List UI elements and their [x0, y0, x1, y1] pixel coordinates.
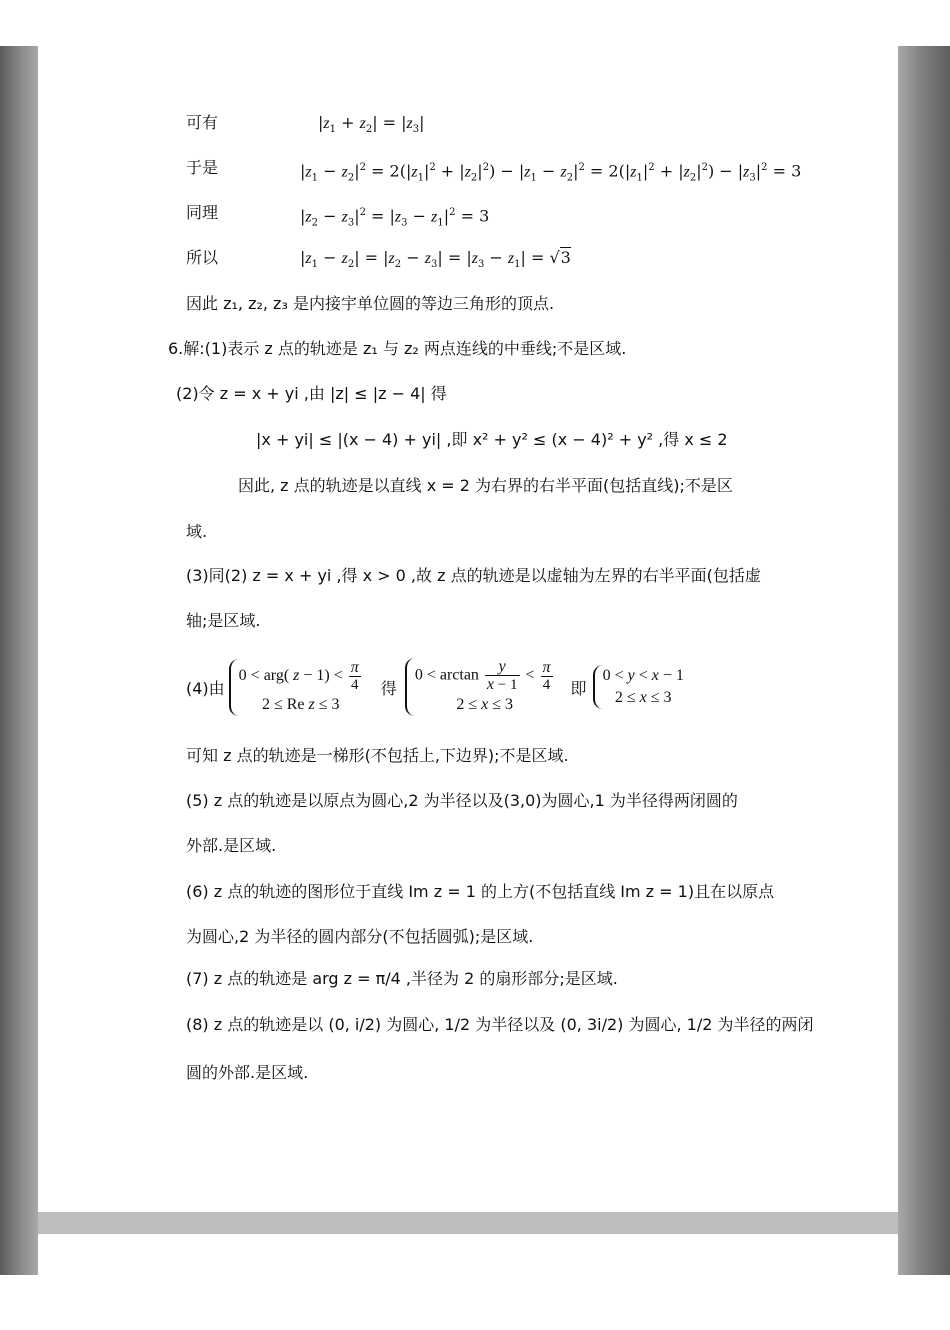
system-1-top: 0 < arg( z − 1) < $\frac{\pi}{4}$ — [238, 658, 359, 693]
problem-6-part-3-end: 轴;是区域. — [186, 611, 261, 630]
problem-6-part-5-end: 外部.是区域. — [186, 836, 277, 855]
frame-top — [0, 0, 950, 46]
problem-6-part-1: 6.解:(1)表示 z 点的轨迹是 z₁ 与 z₂ 两点连线的中垂线;不是区域. — [168, 339, 627, 358]
system-2-top: 0 < arctan $\frac{y}{x - 1}$ < $\frac{\pi}{4}$ — [414, 658, 551, 693]
problem-6-part-8-end: 圆的外部.是区域. — [186, 1063, 309, 1082]
equation-tongli: $|z_2 - z_3|^2 = |z_3 - z_1|^2 = 3$ — [300, 206, 490, 229]
next-document-page — [38, 1234, 898, 1275]
label-yushi: 于是 — [186, 158, 219, 177]
problem-6-part-2-intro: (2)令 z = x + yi ,由 |z| ≤ |z − 4| 得 — [176, 384, 447, 403]
problem-6-part-4-systems — [186, 656, 690, 718]
system-3-bottom: 2 ≤ x ≤ 3 — [614, 689, 672, 706]
de-label: 得 — [380, 678, 397, 698]
problem-6-part-3: (3)同(2) z = x + yi ,得 x > 0 ,故 z 点的轨迹是以虚轴为左界的右半平面(包括虚 — [186, 566, 761, 585]
problem-6-part-2-inequality: |x + yi| ≤ |(x − 4) + yi| ,即 x² + y² ≤ (x − 4)² + y² ,得 x ≤ 2 — [256, 430, 728, 449]
equation-suoyi: $|z_1 - z_2| = |z_2 - z_3| = |z_3 - z_1| = √3$ — [300, 248, 571, 271]
label-suoyi: 所以 — [186, 248, 219, 267]
viewer-right-border — [898, 46, 950, 1275]
label-keyou: 可有 — [186, 113, 219, 132]
system-2 — [405, 658, 561, 716]
conclusion-5: 因此 z₁, z₂, z₃ 是内接宇单位圆的等边三角形的顶点. — [186, 294, 555, 313]
system-2-bottom: 2 ≤ x ≤ 3 — [456, 696, 514, 713]
part-4-label: (4)由 — [186, 678, 225, 698]
problem-6-part-2-conclusion: 因此, z 点的轨迹是以直线 x = 2 为右界的右半平面(包括直线);不是区 — [238, 476, 733, 495]
system-1 — [229, 659, 369, 716]
problem-6-part-6: (6) z 点的轨迹的图形位于直线 Im z = 1 的上方(不包括直线 Im z = 1)且在以原点 — [186, 882, 775, 901]
page-separator — [38, 1212, 898, 1234]
eq-keyou-text — [0, 0, 1, 1]
problem-6-part-8: (8) z 点的轨迹是以 (0, i/2) 为圆心, 1/2 为半径以及 (0, 3i/2) 为圆心, 1/2 为半径的两闭 — [186, 1015, 814, 1034]
system-1-bottom: 2 ≤ Re z ≤ 3 — [261, 695, 340, 713]
viewer-left-border — [0, 46, 38, 1275]
problem-6-part-7: (7) z 点的轨迹是 arg z = π/4 ,半径为 2 的扇形部分;是区域. — [186, 969, 618, 988]
equation-yushi: $|z_1 - z_2|^2 = 2(|z_1|^2 + |z_2|^2) - |z_1 - z_2|^2 = 2(|z_1|^2 + |z_2|^2) - |z_3|^2 = 3$ — [300, 161, 802, 184]
label-tongli: 同理 — [186, 203, 219, 222]
problem-6-part-2-conclusion-end: 域. — [186, 522, 208, 541]
equation-keyou: $|z_1 + z_2| = |z_3|$ — [318, 113, 425, 136]
system-3-top: 0 < y < x − 1 — [602, 667, 684, 684]
frame-bottom — [0, 1275, 950, 1330]
problem-6-part-5: (5) z 点的轨迹是以原点为圆心,2 为半径以及(3,0)为圆心,1 为半径得两闭圆的 — [186, 791, 738, 810]
problem-6-part-6-end: 为圆心,2 为半径的圆内部分(不包括圆弧);是区域. — [186, 927, 534, 946]
ji-label: 即 — [570, 678, 587, 698]
problem-6-part-4-conclusion: 可知 z 点的轨迹是一梯形(不包括上,下边界);不是区域. — [186, 746, 569, 765]
system-3 — [593, 665, 690, 709]
